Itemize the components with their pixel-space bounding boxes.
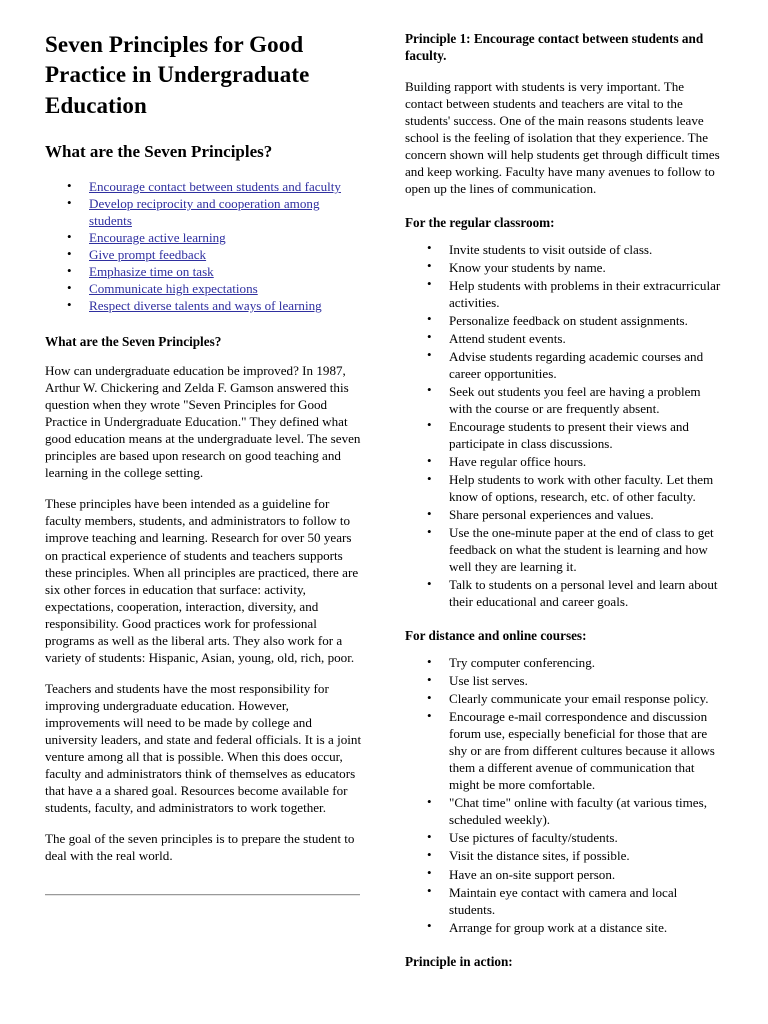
link-respect-diverse-talents[interactable]: Respect diverse talents and ways of learning	[89, 298, 322, 314]
principle-1-intro-paragraph: Building rapport with students is very important. The contact between students and teachers are vital to the students' success. One of the main reasons students leave school is the feeling of isolation that they experience. The concern shown will help students get through difficult times and keep working. Faculty have many avenues to follow to open up the lines of communication.	[405, 78, 720, 196]
two-column-layout	[45, 30, 730, 980]
list-item: • Talk to students on a personal level and learn about their educational and career goals.	[405, 576, 723, 610]
section-heading-what-are-seven-principles: What are the Seven Principles?	[45, 142, 273, 162]
list-item: • Try computer conferencing.	[405, 654, 723, 671]
list-item[interactable]	[45, 246, 363, 263]
list-item: • "Chat time" online with faculty (at various times, scheduled weekly).	[405, 794, 723, 828]
list-item: • Clearly communicate your email response policy.	[405, 690, 723, 707]
list-item: • Use list serves.	[405, 672, 723, 689]
link-encourage-active-learning[interactable]: Encourage active learning	[89, 230, 226, 246]
left-column	[45, 30, 363, 896]
principle-1-heading: Principle 1: Encourage contact between students and faculty.	[405, 31, 704, 64]
list-item[interactable]	[45, 297, 363, 314]
list-item: • Have regular office hours.	[405, 453, 723, 470]
list-item: • Have an on-site support person.	[405, 866, 723, 883]
principles-link-list	[45, 178, 363, 314]
list-item: • Help students to work with other faculty. Let them know of options, research, etc. of other faculty.	[405, 471, 723, 505]
paragraph-goal: The goal of the seven principles is to prepare the student to deal with the real world.	[45, 830, 355, 863]
list-item: • Invite students to visit outside of class.	[405, 241, 723, 258]
list-item: • Use the one-minute paper at the end of class to get feedback on what the student is learning and how well they are learning it.	[405, 524, 723, 575]
list-item[interactable]	[45, 263, 363, 280]
paragraph-responsibility: Teachers and students have the most responsibility for improving undergraduate education. However, improvements will need to be made by college and university leaders, and state and federal officials. It is a joint venture among all that is possible. When this does occur, faculty and administrators think of themselves as educators that have a a shared goal. Resources become available for students, faculty, and administrators to work together.	[45, 680, 362, 815]
list-item: • Attend student events.	[405, 330, 723, 347]
horizontal-divider	[45, 894, 360, 896]
link-develop-reciprocity[interactable]: Develop reciprocity and cooperation among students	[89, 196, 320, 229]
link-communicate-high-expectations[interactable]: Communicate high expectations	[89, 281, 258, 297]
list-item: • Know your students by name.	[405, 259, 723, 276]
list-item[interactable]	[45, 229, 363, 246]
right-column	[405, 30, 723, 980]
principle-in-action-heading: Principle in action:	[405, 953, 513, 969]
list-item: • Advise students regarding academic courses and career opportunities.	[405, 348, 723, 382]
list-item[interactable]	[45, 178, 363, 195]
regular-classroom-heading: For the regular classroom:	[405, 214, 555, 230]
list-item: • Seek out students you feel are having a problem with the course or are frequently absent.	[405, 383, 723, 417]
regular-classroom-list	[405, 241, 723, 610]
link-give-prompt-feedback[interactable]: Give prompt feedback	[89, 247, 207, 263]
list-item: • Share personal experiences and values.	[405, 506, 723, 523]
subsection-heading-what-are-seven-principles: What are the Seven Principles?	[45, 334, 222, 350]
list-item: • Maintain eye contact with camera and local students.	[405, 884, 723, 918]
list-item[interactable]	[45, 280, 363, 297]
list-item: • Encourage students to present their views and participate in class discussions.	[405, 418, 723, 452]
link-emphasize-time-on-task[interactable]: Emphasize time on task	[89, 264, 214, 280]
list-item: • Arrange for group work at a distance site.	[405, 919, 723, 936]
distance-online-list	[405, 654, 723, 935]
distance-online-heading: For distance and online courses:	[405, 628, 587, 644]
page-title: Seven Principles for Good Practice in Undergraduate Education	[45, 32, 310, 118]
list-item: • Help students with problems in their extracurricular activities.	[405, 277, 723, 311]
list-item: • Encourage e-mail correspondence and discussion forum use, especially beneficial for those that are shy or are from different cultures because it allows them a different avenue of communication that might be more comfortable.	[405, 708, 723, 793]
list-item: • Use pictures of faculty/students.	[405, 829, 723, 846]
list-item[interactable]	[45, 195, 363, 229]
list-item: • Visit the distance sites, if possible.	[405, 847, 723, 864]
paragraph-guideline: These principles have been intended as a guideline for faculty members, students, and administrators to follow to improve teaching and learning. Research for over 50 years on practical experience of students and teachers supports these principles. When all principles are practiced, there are six other forces in education that surface: activity, expectations, cooperation, interaction, diversity, and responsibility. Good practices work for professional programs as well as the liberal arts. They also work for a variety of students: Hispanic, Asian, young, old, rich, poor.	[45, 496, 359, 665]
link-encourage-contact[interactable]: Encourage contact between students and faculty	[89, 179, 341, 195]
paragraph-origin: How can undergraduate education be improved? In 1987, Arthur W. Chickering and Zelda F. Gamson answered this question when they wrote "Seven Principles for Good Practice in Undergraduate Education." They defined what good education means at the undergraduate level. The seven principles are based upon research on good teaching and learning in the college setting.	[45, 363, 361, 481]
list-item: • Personalize feedback on student assignments.	[405, 312, 723, 329]
